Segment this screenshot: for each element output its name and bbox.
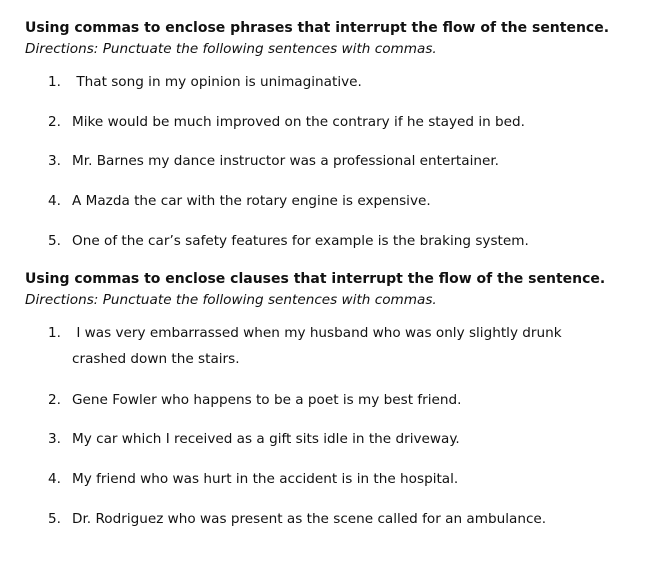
section2-item-3 xyxy=(48,431,460,447)
item-number: 1. xyxy=(48,74,61,90)
item-text: That song in my opinion is unimaginative. xyxy=(72,74,362,90)
item-text: My car which I received as a gift sits idle in the driveway. xyxy=(72,431,460,447)
section1-directions: Directions: Punctuate the following sentences with commas. xyxy=(25,41,437,57)
section2-heading: Using commas to enclose clauses that interrupt the flow of the sentence. xyxy=(25,271,606,287)
item-number: 3. xyxy=(48,153,61,169)
item-number: 2. xyxy=(48,392,61,408)
item-text-line1: I was very embarrassed when my husband who was only slightly drunk xyxy=(72,325,562,341)
item-number: 1. xyxy=(48,325,61,341)
item-text: One of the car’s safety features for example is the braking system. xyxy=(72,233,529,249)
item-text: Dr. Rodriguez who was present as the scene called for an ambulance. xyxy=(72,511,547,527)
item-number: 3. xyxy=(48,431,61,447)
item-number: 5. xyxy=(48,233,61,249)
item-number: 5. xyxy=(48,511,61,527)
item-number: 2. xyxy=(48,114,61,130)
section1-item-3 xyxy=(48,153,499,169)
item-text: Gene Fowler who happens to be a poet is my best friend. xyxy=(72,392,462,408)
item-text-line2: crashed down the stairs. xyxy=(72,351,240,367)
section2-item-2 xyxy=(48,392,461,408)
item-text: Mr. Barnes my dance instructor was a professional entertainer. xyxy=(72,153,500,169)
item-number: 4. xyxy=(48,471,61,487)
section2-directions: Directions: Punctuate the following sentences with commas. xyxy=(25,292,437,308)
section1-item-1 xyxy=(48,74,362,90)
item-number: 4. xyxy=(48,193,61,209)
section2-item-4 xyxy=(48,471,458,487)
section1-item-5 xyxy=(48,233,529,249)
item-text: Mike would be much improved on the contrary if he stayed in bed. xyxy=(72,114,525,130)
section2-item-1 xyxy=(48,320,562,372)
section1-item-2 xyxy=(48,114,525,130)
item-text: My friend who was hurt in the accident is in the hospital. xyxy=(72,471,459,487)
section2-item-5 xyxy=(48,511,546,527)
section1-item-4 xyxy=(48,193,431,209)
section1-heading: Using commas to enclose phrases that interrupt the flow of the sentence. xyxy=(25,20,610,36)
item-text: A Mazda the car with the rotary engine is expensive. xyxy=(72,193,431,209)
